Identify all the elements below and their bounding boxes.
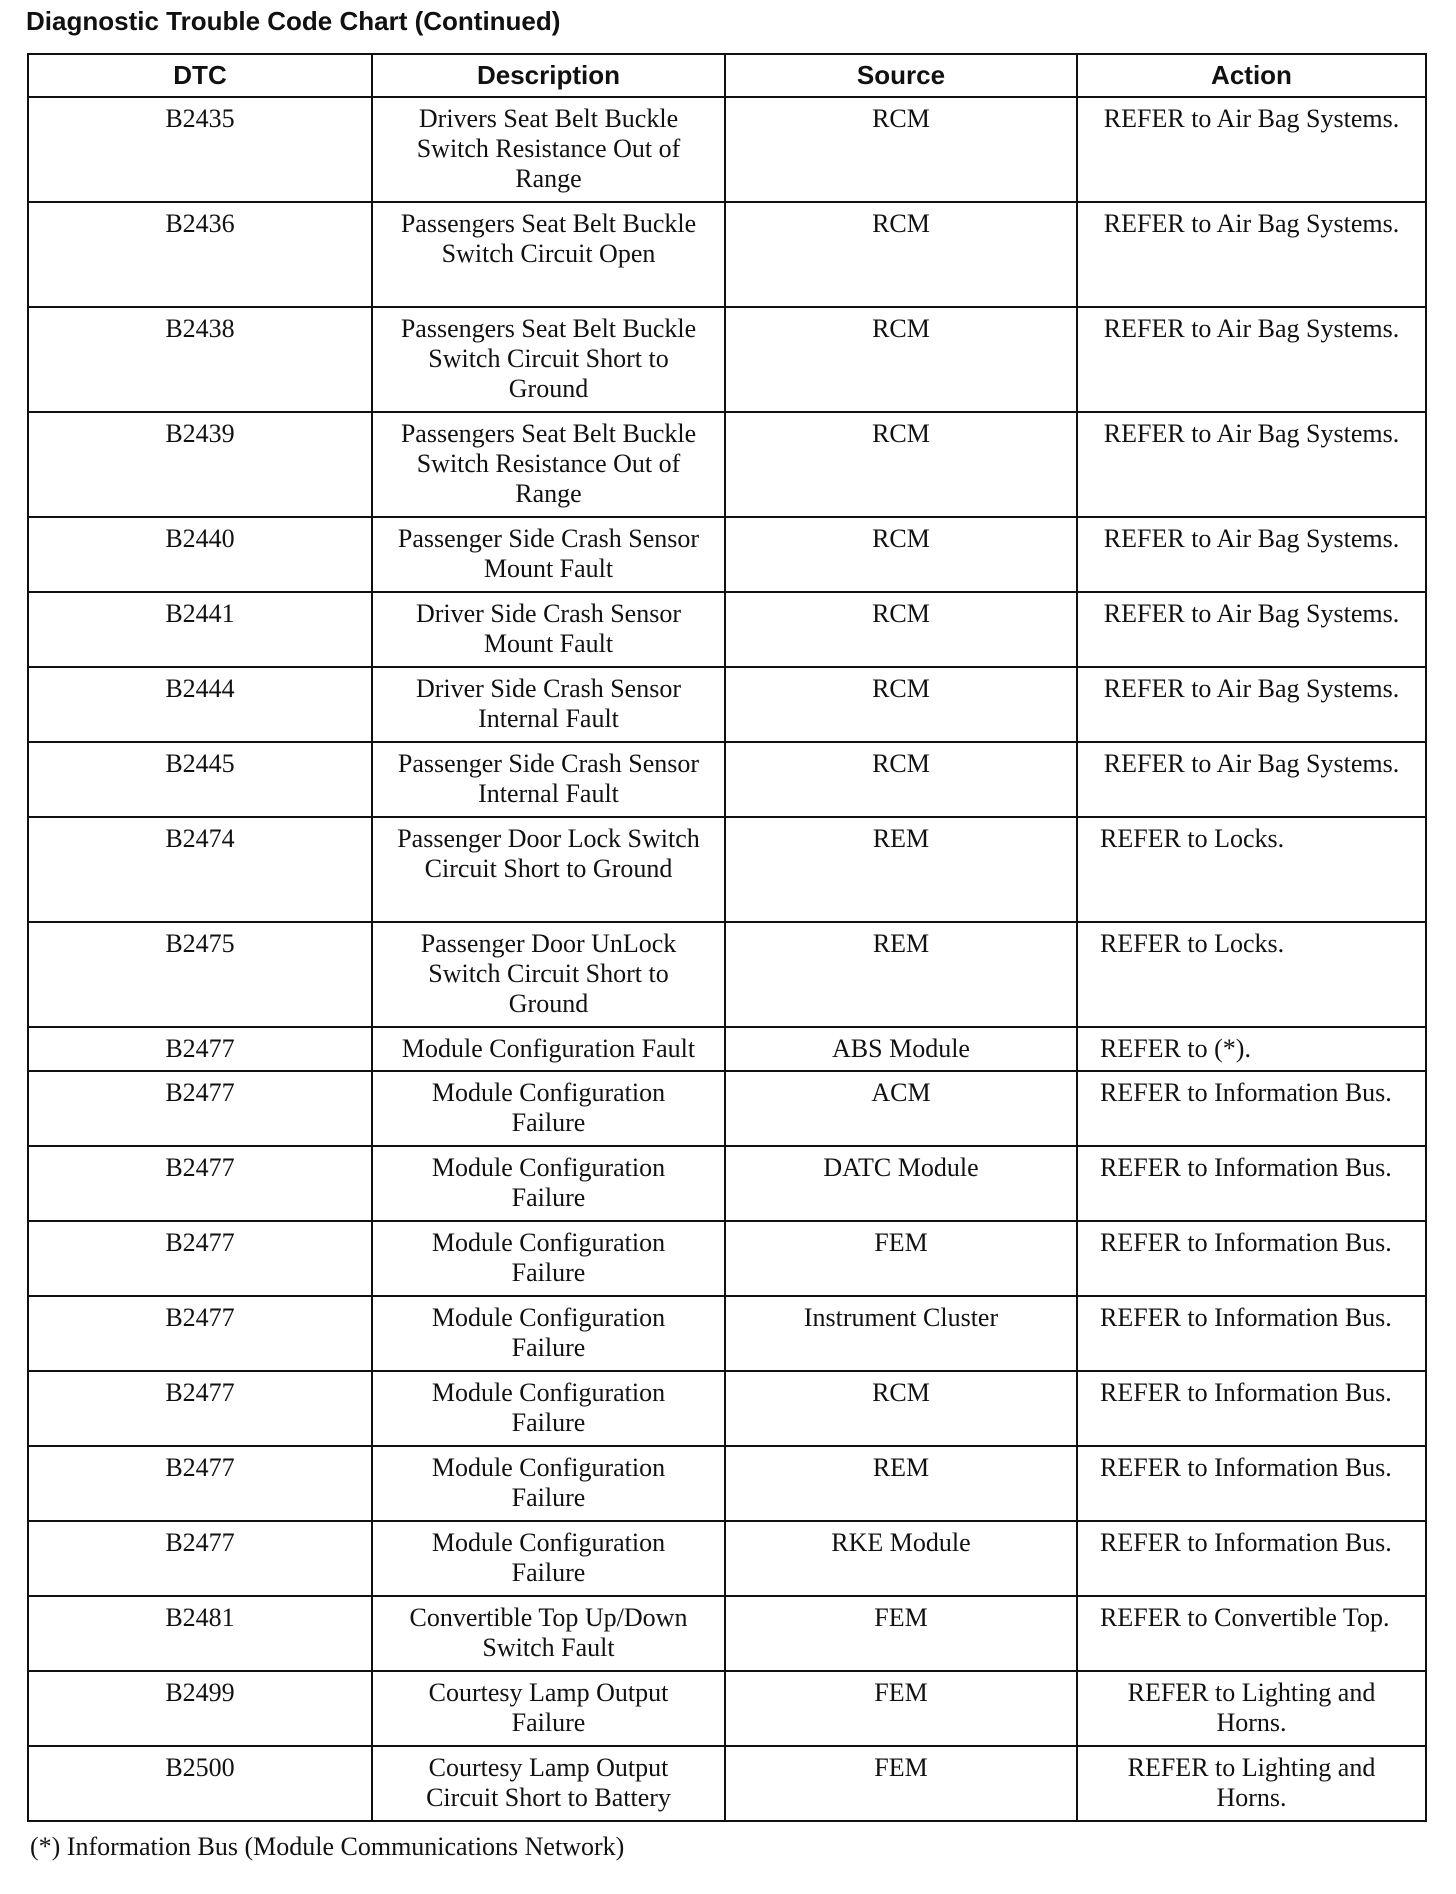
- dtc-source: RCM: [725, 97, 1077, 202]
- table-row: [28, 1071, 1426, 1146]
- dtc-source: RCM: [725, 307, 1077, 412]
- table-row: [28, 667, 1426, 742]
- page-title: Diagnostic Trouble Code Chart (Continued): [26, 6, 561, 36]
- table-row: [28, 1671, 1426, 1746]
- dtc-code: B2477: [28, 1446, 372, 1521]
- dtc-description: Passengers Seat Belt Buckle Switch Resistance Out of Range: [372, 412, 725, 517]
- table-row: [28, 742, 1426, 817]
- dtc-code: B2436: [28, 202, 372, 307]
- dtc-code: B2475: [28, 922, 372, 1027]
- dtc-source: REM: [725, 922, 1077, 1027]
- dtc-description: Module Configuration Fault: [372, 1027, 725, 1071]
- dtc-code: B2481: [28, 1596, 372, 1671]
- dtc-action: REFER to (*).: [1077, 1027, 1426, 1071]
- dtc-description: Module Configuration Failure: [372, 1296, 725, 1371]
- footnote: (*) Information Bus (Module Communications Network): [30, 1832, 625, 1861]
- table-row: [28, 1596, 1426, 1671]
- dtc-source: FEM: [725, 1746, 1077, 1821]
- dtc-code: B2477: [28, 1521, 372, 1596]
- dtc-action: REFER to Air Bag Systems.: [1077, 742, 1426, 817]
- dtc-code: B2477: [28, 1371, 372, 1446]
- dtc-code: B2438: [28, 307, 372, 412]
- dtc-action: REFER to Information Bus.: [1077, 1521, 1426, 1596]
- dtc-action: REFER to Locks.: [1077, 922, 1426, 1027]
- dtc-source: RCM: [725, 412, 1077, 517]
- header-source: Source: [725, 54, 1077, 97]
- dtc-code: B2477: [28, 1296, 372, 1371]
- dtc-action: REFER to Air Bag Systems.: [1077, 412, 1426, 517]
- dtc-code: B2435: [28, 97, 372, 202]
- dtc-description: Driver Side Crash Sensor Internal Fault: [372, 667, 725, 742]
- dtc-action: REFER to Air Bag Systems.: [1077, 667, 1426, 742]
- dtc-source: RCM: [725, 742, 1077, 817]
- dtc-description: Module Configuration Failure: [372, 1371, 725, 1446]
- dtc-source: FEM: [725, 1221, 1077, 1296]
- dtc-code: B2477: [28, 1071, 372, 1146]
- table-row: [28, 1027, 1426, 1071]
- dtc-description: Passengers Seat Belt Buckle Switch Circuit Open: [372, 202, 725, 307]
- dtc-action: REFER to Locks.: [1077, 817, 1426, 922]
- table-row: [28, 1746, 1426, 1821]
- dtc-source: FEM: [725, 1671, 1077, 1746]
- dtc-action: REFER to Information Bus.: [1077, 1371, 1426, 1446]
- dtc-code: B2445: [28, 742, 372, 817]
- table-row: [28, 1221, 1426, 1296]
- dtc-description: Module Configuration Failure: [372, 1446, 725, 1521]
- dtc-source: ACM: [725, 1071, 1077, 1146]
- dtc-description: Drivers Seat Belt Buckle Switch Resistance Out of Range: [372, 97, 725, 202]
- dtc-action: REFER to Convertible Top.: [1077, 1596, 1426, 1671]
- dtc-description: Module Configuration Failure: [372, 1521, 725, 1596]
- dtc-source: REM: [725, 817, 1077, 922]
- table-row: [28, 1146, 1426, 1221]
- dtc-code: B2440: [28, 517, 372, 592]
- dtc-action: REFER to Air Bag Systems.: [1077, 592, 1426, 667]
- dtc-action: REFER to Air Bag Systems.: [1077, 97, 1426, 202]
- table-row: [28, 97, 1426, 202]
- dtc-source: ABS Module: [725, 1027, 1077, 1071]
- dtc-description: Passenger Side Crash Sensor Mount Fault: [372, 517, 725, 592]
- dtc-source: RCM: [725, 592, 1077, 667]
- dtc-code: B2500: [28, 1746, 372, 1821]
- dtc-description: Courtesy Lamp Output Circuit Short to Battery: [372, 1746, 725, 1821]
- dtc-description: Passengers Seat Belt Buckle Switch Circuit Short to Ground: [372, 307, 725, 412]
- dtc-code: B2477: [28, 1221, 372, 1296]
- dtc-action: REFER to Lighting and Horns.: [1077, 1671, 1426, 1746]
- dtc-source: FEM: [725, 1596, 1077, 1671]
- dtc-description: Passenger Side Crash Sensor Internal Fault: [372, 742, 725, 817]
- table-row: [28, 1446, 1426, 1521]
- dtc-description: Courtesy Lamp Output Failure: [372, 1671, 725, 1746]
- table-row: [28, 1521, 1426, 1596]
- dtc-code: B2441: [28, 592, 372, 667]
- dtc-code: B2444: [28, 667, 372, 742]
- dtc-action: REFER to Information Bus.: [1077, 1221, 1426, 1296]
- dtc-code: B2477: [28, 1027, 372, 1071]
- table-row: [28, 412, 1426, 517]
- dtc-code: B2499: [28, 1671, 372, 1746]
- dtc-description: Passenger Door Lock Switch Circuit Short to Ground: [372, 817, 725, 922]
- dtc-source: RCM: [725, 202, 1077, 307]
- dtc-source: RCM: [725, 1371, 1077, 1446]
- header-row: [28, 54, 1426, 97]
- dtc-description: Module Configuration Failure: [372, 1221, 725, 1296]
- dtc-source: Instrument Cluster: [725, 1296, 1077, 1371]
- dtc-source: RKE Module: [725, 1521, 1077, 1596]
- table-row: [28, 922, 1426, 1027]
- header-description: Description: [372, 54, 725, 97]
- header-dtc: DTC: [28, 54, 372, 97]
- dtc-action: REFER to Air Bag Systems.: [1077, 517, 1426, 592]
- header-action: Action: [1077, 54, 1426, 97]
- table-row: [28, 1296, 1426, 1371]
- dtc-action: REFER to Information Bus.: [1077, 1296, 1426, 1371]
- dtc-action: REFER to Information Bus.: [1077, 1446, 1426, 1521]
- dtc-action: REFER to Air Bag Systems.: [1077, 307, 1426, 412]
- dtc-source: REM: [725, 1446, 1077, 1521]
- dtc-action: REFER to Lighting and Horns.: [1077, 1746, 1426, 1821]
- dtc-action: REFER to Information Bus.: [1077, 1146, 1426, 1221]
- dtc-description: Driver Side Crash Sensor Mount Fault: [372, 592, 725, 667]
- dtc-code: B2477: [28, 1146, 372, 1221]
- dtc-description: Module Configuration Failure: [372, 1146, 725, 1221]
- dtc-description: Module Configuration Failure: [372, 1071, 725, 1146]
- table-row: [28, 817, 1426, 922]
- table-row: [28, 517, 1426, 592]
- dtc-source: DATC Module: [725, 1146, 1077, 1221]
- dtc-code: B2474: [28, 817, 372, 922]
- table-row: [28, 592, 1426, 667]
- table-row: [28, 202, 1426, 307]
- dtc-action: REFER to Information Bus.: [1077, 1071, 1426, 1146]
- dtc-source: RCM: [725, 667, 1077, 742]
- dtc-table: [27, 53, 1427, 1822]
- table-row: [28, 307, 1426, 412]
- dtc-action: REFER to Air Bag Systems.: [1077, 202, 1426, 307]
- dtc-description: Convertible Top Up/Down Switch Fault: [372, 1596, 725, 1671]
- table-row: [28, 1371, 1426, 1446]
- dtc-description: Passenger Door UnLock Switch Circuit Short to Ground: [372, 922, 725, 1027]
- dtc-code: B2439: [28, 412, 372, 517]
- dtc-source: RCM: [725, 517, 1077, 592]
